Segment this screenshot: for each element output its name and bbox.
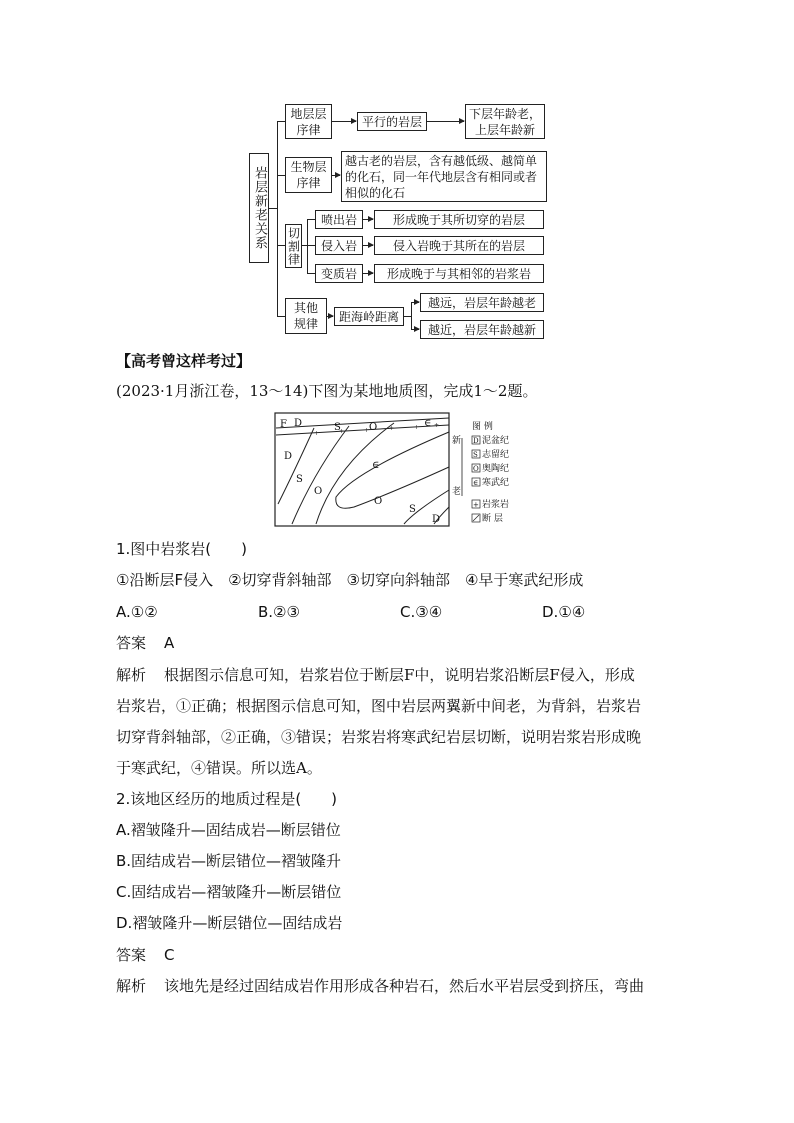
map-label-C-top: ∈ — [424, 418, 432, 429]
branch-stratigraphic-label: 地层层序律 — [285, 104, 332, 139]
crosscut-type-3: 变质岩 — [315, 264, 363, 283]
svg-text:+: + — [314, 430, 320, 437]
map-label-F: F — [280, 419, 287, 430]
legend-item-1: 泥盆纪 — [482, 436, 510, 446]
legend-item-3: 奥陶纪 — [482, 464, 510, 474]
map-label-S-right: S — [409, 504, 416, 515]
branch-other-mid: 距海岭距离 — [334, 307, 404, 326]
section-heading: 【高考曾这样考过】 — [116, 352, 252, 370]
question-intro: (2023·1月浙江卷，13～14)下图为某地地质图，完成1～2题。 — [116, 382, 538, 400]
q1-option-a[interactable]: A.①② — [116, 603, 158, 621]
branch-other-result-near: 越近，岩层年龄越新 — [420, 320, 544, 339]
crosscut-rule-3: 形成晚于与其相邻的岩浆岩 — [374, 264, 544, 283]
svg-text:+: + — [364, 427, 370, 434]
legend-old: 老 — [452, 487, 462, 497]
map-label-S-top: S — [334, 422, 341, 433]
q2-option-d[interactable]: D.褶皱隆升—断层错位—固结成岩 — [116, 914, 343, 932]
q1-option-c[interactable]: C.③④ — [400, 603, 443, 621]
svg-text:∈: ∈ — [473, 479, 479, 487]
crosscut-type-2: 侵入岩 — [315, 236, 363, 255]
svg-text:S: S — [473, 451, 478, 459]
q2-option-b[interactable]: B.固结成岩—断层错位—褶皱隆升 — [116, 852, 342, 870]
map-label-D-left: D — [284, 451, 293, 462]
q1-stem: 1.图中岩浆岩( ) — [116, 540, 248, 558]
svg-text:+: + — [473, 501, 479, 509]
branch-other-label: 其他规律 — [285, 298, 327, 334]
q1-analysis-line-3: 切穿背斜轴部，②正确，③错误；岩浆岩将寒武纪岩层切断，说明岩浆岩形成晚 — [116, 728, 642, 746]
q2-option-c[interactable]: C.固结成岩—褶皱隆升—断层错位 — [116, 883, 342, 901]
geologic-map-figure — [274, 412, 534, 530]
crosscut-rule-1: 形成晚于其所切穿的岩层 — [374, 210, 544, 229]
map-label-O-top: O — [369, 422, 378, 433]
q2-answer-label: 答案 — [116, 946, 147, 964]
legend-item-6: 断 层 — [482, 514, 503, 524]
q1-analysis-line-2: 岩浆岩，①正确；根据图示信息可知，图中岩层两翼新中间老，为背斜，岩浆岩 — [116, 697, 642, 715]
q1-analysis-line-4: 于寒武纪，④错误。所以选A。 — [116, 759, 322, 777]
map-label-D-top: D — [294, 418, 303, 429]
q2-answer: C — [164, 946, 175, 964]
legend-item-4: 寒武纪 — [482, 478, 510, 488]
svg-text:O: O — [473, 465, 479, 473]
q2-stem: 2.该地区经历的地质过程是( ) — [116, 790, 338, 808]
q1-statements: ①沿断层F侵入 ②切穿背斜轴部 ③切穿向斜轴部 ④早于寒武纪形成 — [116, 571, 584, 589]
map-label-D-right: D — [432, 514, 441, 525]
map-label-O-right: O — [374, 496, 383, 507]
diagram-root: 岩层新老关系 — [249, 153, 269, 263]
map-label-O-left: O — [314, 486, 323, 497]
branch-biostratigraphic-label: 生物层序律 — [285, 157, 332, 193]
svg-text:+: + — [414, 424, 420, 431]
branch-crosscutting-label: 切割律 — [285, 224, 302, 268]
q1-option-d[interactable]: D.①④ — [542, 603, 586, 621]
branch-other-result-far: 越远，岩层年龄越老 — [420, 293, 544, 312]
crosscut-type-1: 喷出岩 — [315, 210, 363, 229]
map-label-C-center: ∈ — [372, 460, 380, 471]
geologic-map — [274, 412, 534, 530]
legend-item-5: 岩浆岩 — [482, 500, 510, 510]
q1-answer-label: 答案 — [116, 634, 147, 652]
q1-analysis-line-1: 根据图示信息可知，岩浆岩位于断层F中，说明岩浆沿断层F侵入，形成 — [164, 666, 635, 684]
q2-option-a[interactable]: A.褶皱隆升—固结成岩—断层错位 — [116, 821, 341, 839]
svg-text:+: + — [434, 422, 440, 429]
q2-analysis-line-1: 该地先是经过固结成岩作用形成各种岩石，然后水平岩层受到挤压，弯曲 — [164, 977, 645, 995]
crosscut-rule-2: 侵入岩晚于其所在的岩层 — [374, 236, 544, 255]
q1-analysis-label: 解析 — [116, 666, 147, 684]
branch-stratigraphic-result: 下层年龄老，上层年龄新 — [465, 104, 545, 139]
map-label-S-left: S — [296, 474, 303, 485]
legend-item-2: 志留纪 — [482, 450, 510, 460]
q1-answer: A — [164, 634, 175, 652]
q1-option-b[interactable]: B.②③ — [258, 603, 300, 621]
svg-text:+: + — [339, 428, 345, 435]
branch-biostratigraphic-result: 越古老的岩层，含有越低级、越简单的化石，同一年代地层含有相同或者相似的化石 — [341, 151, 547, 202]
svg-text:D: D — [473, 437, 479, 445]
legend-title: 图 例 — [472, 422, 493, 432]
branch-stratigraphic-mid: 平行的岩层 — [357, 112, 427, 131]
svg-text:+: + — [389, 425, 395, 432]
legend-new: 新 — [452, 436, 462, 446]
q2-analysis-label: 解析 — [116, 977, 147, 995]
